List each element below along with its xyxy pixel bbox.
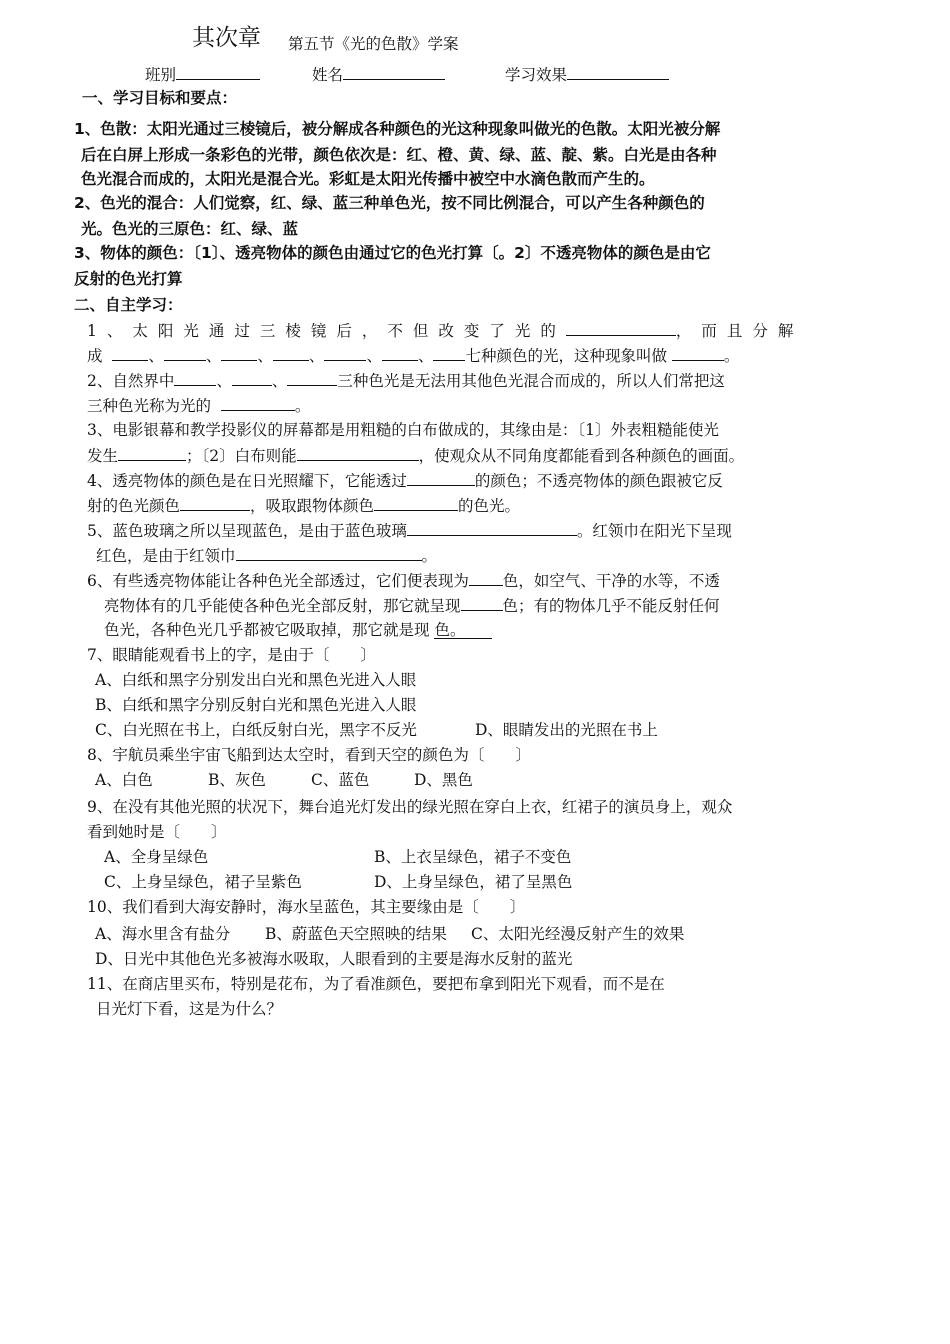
q7-option-c[interactable]: C、白光照在书上，白纸反射白光，黑字不反光: [95, 721, 417, 739]
q2-line2: 三种色光称为光的 。: [87, 397, 311, 415]
q1-line2: 成 、 、 、 、 、 、 七种颜色的光，这种现象叫做 。: [87, 347, 740, 365]
q1-line1: 1、太阳光通过三棱镜后，不但改变了光的 ，而且分解: [87, 322, 804, 340]
q7-option-d[interactable]: D、眼睛发出的光照在书上: [475, 721, 658, 739]
q9-option-b[interactable]: B、上衣呈绿色，裙子不变色: [374, 848, 572, 866]
q1-blank-1[interactable]: [566, 320, 676, 336]
q9-option-d[interactable]: D、上身呈绿色，裙了呈黑色: [374, 873, 573, 891]
effect-label: 学习效果: [505, 66, 568, 84]
q5-line1: 5、蓝色玻璃之所以呈现蓝色，是由于蓝色玻璃 。红领巾在阳光下呈现: [87, 522, 732, 540]
q4-line1: 4、透亮物体的颜色是在日光照耀下，它能透过 的颜色；不透亮物体的颜色跟被它反: [87, 472, 723, 490]
q9-stem-line1: 9、在没有其他光照的状况下，舞台追光灯发出的绿光照在穿白上衣，红裙子的演员身上，观众: [87, 798, 733, 816]
q9-stem-line2: 看到她时是〔 〕: [87, 823, 227, 841]
q2-blank-1[interactable]: [174, 370, 216, 386]
p2-line1: 2、色光的混合：人们觉察，红、绿、蓝三种单色光，按不同比例混合，可以产生各种颜色的: [74, 194, 705, 212]
q1-color-blank-6[interactable]: [382, 345, 418, 361]
q1-color-blank-3[interactable]: [221, 345, 257, 361]
q8-option-c[interactable]: C、蓝色: [311, 771, 370, 789]
name-field: [312, 64, 445, 85]
q6-line3: 色光，各种色光几乎都被它吸取掉，那它就是现 色。: [104, 620, 492, 640]
q4-blank-3[interactable]: [374, 495, 458, 511]
q6-line2: 亮物体有的几乎能使各种色光全部反射，那它就呈现 色；有的物体几乎不能反射任何: [104, 597, 720, 615]
q2-blank-3[interactable]: [287, 370, 337, 386]
q1-color-blank-7[interactable]: [433, 345, 465, 361]
q3-blank-1[interactable]: [118, 445, 186, 461]
class-field: [145, 64, 260, 85]
q4-blank-2[interactable]: [180, 495, 250, 511]
q5-line2: 红色，是由于红领巾 。: [96, 547, 438, 565]
q5-blank-1[interactable]: [407, 520, 577, 536]
name-label: 姓名: [312, 66, 344, 84]
name-blank[interactable]: [343, 64, 445, 80]
q1-term-blank[interactable]: [672, 345, 724, 361]
part1-heading: 一、学习目标和要点：: [82, 89, 238, 107]
q10-stem: 10、我们看到大海安静时，海水呈蓝色，其主要缘由是〔 〕: [87, 898, 526, 916]
q7-option-a[interactable]: A、白纸和黑字分别发出白光和黑色光进入人眼: [95, 671, 417, 689]
section-title: 第五节《光的色散》学案: [288, 35, 459, 53]
effect-blank[interactable]: [567, 64, 669, 80]
p3-line2: 反射的色光打算: [74, 270, 183, 288]
q8-option-d[interactable]: D、黑色: [414, 771, 473, 789]
p3-line1: 3、物体的颜色：〔1〕、透亮物体的颜色由通过它的色光打算〔。2〕不透亮物体的颜色是由它: [74, 244, 711, 262]
q1-color-blank-2[interactable]: [164, 345, 206, 361]
effect-field: [505, 64, 669, 85]
q3-blank-2[interactable]: [297, 445, 419, 461]
q9-option-c[interactable]: C、上身呈绿色，裙子呈紫色: [104, 873, 302, 891]
p1-line3: 色光混合而成的，太阳光是混合光。彩虹是太阳光传播中被空中水滴色散而产生的。: [81, 170, 655, 188]
q3-line1: 3、电影银幕和教学投影仪的屏幕都是用粗糙的白布做成的，其缘由是：〔1〕外表粗糙能使光: [87, 421, 719, 439]
q6-blank-3[interactable]: 色。: [434, 620, 492, 639]
q4-blank-1[interactable]: [407, 470, 475, 486]
q8-option-a[interactable]: A、白色: [95, 771, 153, 789]
q2-line1: 2、自然界中 、 、 三种色光是无法用其他色光混合而成的，所以人们常把这: [87, 372, 725, 390]
q6-line1: 6、有些透亮物体能让各种色光全部透过，它们便表现为 色，如空气、干净的水等，不透: [87, 572, 720, 590]
q7-stem: 7、眼睛能观看书上的字，是由于〔 〕: [87, 646, 376, 664]
class-label: 班别: [145, 66, 177, 84]
q10-option-d[interactable]: D、日光中其他色光多被海水吸取，人眼看到的主要是海水反射的蓝光: [95, 950, 573, 968]
q1-color-blank-5[interactable]: [324, 345, 366, 361]
p1-line1: 1、色散：太阳光通过三棱镜后，被分解成各种颜色的光这种现象叫做光的色散。太阳光被分解: [74, 120, 721, 138]
q10-option-b[interactable]: B、蔚蓝色天空照映的结果: [265, 925, 447, 943]
q9-option-a[interactable]: A、全身呈绿色: [104, 848, 209, 866]
q4-line2: 射的色光颜色 ，吸取跟物体颜色 的色光。: [87, 497, 521, 515]
q7-option-b[interactable]: B、白纸和黑字分别反射白光和黑色光进入人眼: [95, 696, 417, 714]
q1-color-blank-4[interactable]: [273, 345, 309, 361]
q11-line2: 日光灯下看，这是为什么？: [96, 1000, 283, 1018]
q6-blank-1[interactable]: [469, 570, 503, 586]
q2-blank-2[interactable]: [232, 370, 272, 386]
p2-line2: 光。色光的三原色：红、绿、蓝: [81, 220, 299, 238]
q5-blank-2[interactable]: [236, 545, 422, 561]
q8-option-b[interactable]: B、灰色: [208, 771, 266, 789]
q3-line2: 发生 ；〔2〕白布则能 ，使观众从不同角度都能看到各种颜色的画面。: [87, 447, 745, 465]
class-blank[interactable]: [176, 64, 260, 80]
q10-option-a[interactable]: A、海水里含有盐分: [95, 925, 231, 943]
q11-line1: 11、在商店里买布，特别是花布，为了看准颜色，要把布拿到阳光下观看，而不是在: [87, 975, 665, 993]
q2-blank-4[interactable]: [221, 395, 295, 411]
p1-line2: 后在白屏上形成一条彩色的光带，颜色依次是：红、橙、黄、绿、蓝、靛、紫。白光是由各种: [81, 146, 717, 164]
q6-blank-2[interactable]: [461, 595, 503, 611]
part2-heading: 二、自主学习：: [74, 296, 183, 314]
q10-option-c[interactable]: C、太阳光经漫反射产生的效果: [471, 925, 685, 943]
chapter-title: 其次章: [192, 25, 261, 51]
q1-color-blank-1[interactable]: [112, 345, 148, 361]
q8-stem: 8、宇航员乘坐宇宙飞船到达太空时，看到天空的颜色为〔 〕: [87, 746, 531, 764]
